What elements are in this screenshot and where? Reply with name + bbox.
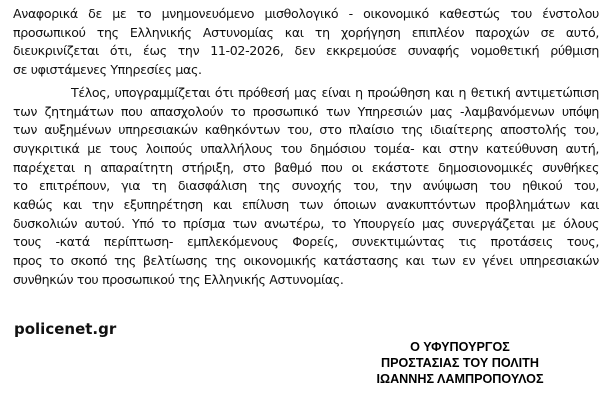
- text-line: δυσκολιών αυτού. Υπό το πρίσμα των ανωτέρω, το Υπουργείο μας συνεργάζεται με όλους: [13, 215, 599, 231]
- text-line: παρέχεται η απαραίτητη στήριξη, στο βαθμό που οι εκάστοτε δημοσιονομικές συνθήκες: [13, 159, 599, 175]
- text-line: συγκριτικά με τους λοιπούς υπαλλήλους του δημόσιου τομέα- και στην κατεύθυνση αυτή,: [13, 140, 599, 156]
- document-body: [13, 5, 599, 290]
- signature-name: ΙΩΑΝΝΗΣ ΛΑΜΠΡΟΠΟΥΛΟΣ: [376, 372, 544, 386]
- paragraph-closing-statement: [13, 84, 599, 290]
- text-line: συνθηκών του προσωπικού της Ελληνικής Αστυνομίας.: [13, 271, 344, 287]
- text-line: διευκρινίζεται ότι, έως την 11-02-2026, δεν εκκρεμούσε συναφής νομοθετική ρύθμιση: [13, 43, 599, 59]
- text-line: προς το σκοπό της βελτίωσης της οικονομικής κατάστασης και των εν γένει υπηρεσιακών: [13, 253, 599, 269]
- text-line: προσωπικού της Ελληνικής Αστυνομίας και τη χορήγηση επιπλέον παροχών σε αυτό,: [13, 24, 599, 40]
- text-line: των αυξημένων υπηρεσιακών καθηκόντων του, στο πλαίσιο της ιδιαίτερης αποστολής του,: [13, 122, 599, 138]
- text-line: καθώς και την εξυπηρέτηση και επίλυση των όποιων ανακυπτόντων προβλημάτων και: [13, 197, 599, 213]
- signature-block: [330, 339, 590, 387]
- paragraph-salary-status: [13, 5, 599, 80]
- site-watermark: policenet.gr: [14, 320, 117, 338]
- signature-title: Ο ΥΦΥΠΟΥΡΓΟΣ: [410, 340, 510, 354]
- text-line: τους -κατά περίπτωση- εμπλεκόμενους Φορείς, συνεκτιμώντας τις προτάσεις τους,: [13, 234, 599, 250]
- text-line: σε υφιστάμενες Υπηρεσίες μας.: [13, 62, 202, 78]
- text-line: το επιτρέπουν, για τη διασφάλιση της συνοχής του, την ανύψωση του ηθικού του,: [13, 178, 599, 194]
- text-line: των ζητημάτων που απασχολούν το προσωπικό των Υπηρεσιών μας -λαμβανόμενων υπόψη: [13, 103, 599, 119]
- text-line: Αναφορικά δε με το μνημονευόμενο μισθολογικό - οικονομικό καθεστώς του ένστολου: [13, 6, 599, 21]
- signature-ministry: ΠΡΟΣΤΑΣΙΑΣ ΤΟΥ ΠΟΛΙΤΗ: [381, 356, 539, 370]
- text-line: Τέλος, υπογραμμίζεται ότι πρόθεσή μας είναι η προώθηση και η θετική αντιμετώπιση: [71, 84, 599, 100]
